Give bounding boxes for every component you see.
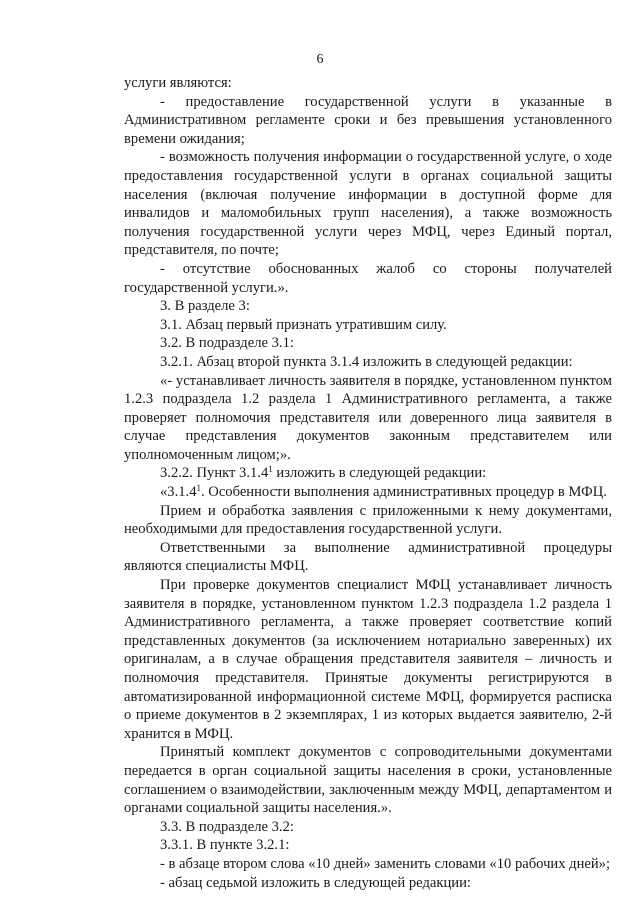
paragraph-text: 3.3. В подразделе 3.2: [160,818,294,835]
paragraph [124,483,612,502]
page-number: 6 [316,52,324,67]
paragraph-text: «3.1.4 [160,484,197,501]
paragraph-text-continued: изложить в следующей редакции: [272,465,487,482]
paragraph [124,502,612,539]
paragraph [124,464,612,483]
superscript: 1 [268,464,273,475]
paragraph [124,874,612,893]
paragraph [124,74,612,93]
paragraph [124,334,612,353]
paragraph-text: - отсутствие обоснованных жалоб со стороны получателей государственной услуги.». [124,260,612,296]
paragraph [124,260,612,297]
paragraph-text: - абзац седьмой изложить в следующей редакции: [160,874,471,891]
paragraph [124,372,612,465]
paragraph [124,836,612,855]
paragraph-text: - возможность получения информации о государственной услуге, о ходе предоставления государственной услуги в органах социальной защиты населения (включая получение информации в доступной форме для инвалидов и маломобильных групп населения), а также возможность получения государственной услуги через МФЦ, через Единый портал, представителя, по почте; [124,149,612,259]
paragraph-text-continued: . Особенности выполнения административных процедур в МФЦ. [200,484,607,501]
paragraph-text: При проверке документов специалист МФЦ устанавливает личность заявителя в порядке, установленном пунктом 1.2.3 подраздела 1.2 раздела 1 Административного регламента, а также проверяет соответствие копий представленных документов (за исключением нотариально заверенных) их оригиналам, а в случае обращения представителя заявителя – личность и полномочия представителя. Принятые документы регистрируются в автоматизированной информационной системе МФЦ, формируется расписка о приеме документов в 2 экземплярах, 1 из которых выдается заявителю, 2-й хранится в МФЦ. [124,577,612,742]
paragraph [124,818,612,837]
paragraph [124,316,612,335]
paragraph-text: 3. В разделе 3: [160,298,250,315]
paragraph [124,855,612,874]
paragraph-text: услуги являются: [124,75,232,91]
paragraph-text: - в абзаце втором слова «10 дней» заменить словами «10 рабочих дней»; [160,855,611,872]
paragraph [124,93,612,149]
paragraph-text: 3.2.1. Абзац второй пункта 3.1.4 изложить в следующей редакции: [160,353,573,370]
paragraph [124,576,612,743]
document-body [124,74,612,892]
paragraph-text: 3.1. Абзац первый признать утратившим силу. [160,316,447,333]
superscript: 1 [196,483,201,494]
paragraph-text: 3.2. В подразделе 3.1: [160,335,294,352]
paragraph [124,353,612,372]
paragraph-text: 3.3.1. В пункте 3.2.1: [160,837,290,854]
paragraph-text: Прием и обработка заявления с приложенными к нему документами, необходимыми для предоставления государственной услуги. [124,502,612,538]
paragraph [124,148,612,260]
paragraph-text: «- устанавливает личность заявителя в порядке, установленном пунктом 1.2.3 подраздела 1.2 раздела 1 Административного регламента, а также проверяет полномочия представителя или доверенного лица заявителя в случае представления документов законным представителем или уполномоченным лицом;». [124,372,612,463]
paragraph-text: 3.2.2. Пункт 3.1.4 [160,465,269,482]
paragraph-text: Принятый комплект документов с сопроводительными документами передается в орган социальной защиты населения в сроки, установленные соглашением о взаимодействии, заключенным между МФЦ, департаментом и органами социальной защиты населения.». [124,744,612,817]
paragraph [124,743,612,817]
paragraph-text: - предоставление государственной услуги в указанные в Административном регламенте сроки и без превышения установленного времени ожидания; [124,93,612,147]
paragraph-text: Ответственными за выполнение административной процедуры являются специалисты МФЦ. [124,539,612,575]
paragraph [124,297,612,316]
paragraph [124,539,612,576]
